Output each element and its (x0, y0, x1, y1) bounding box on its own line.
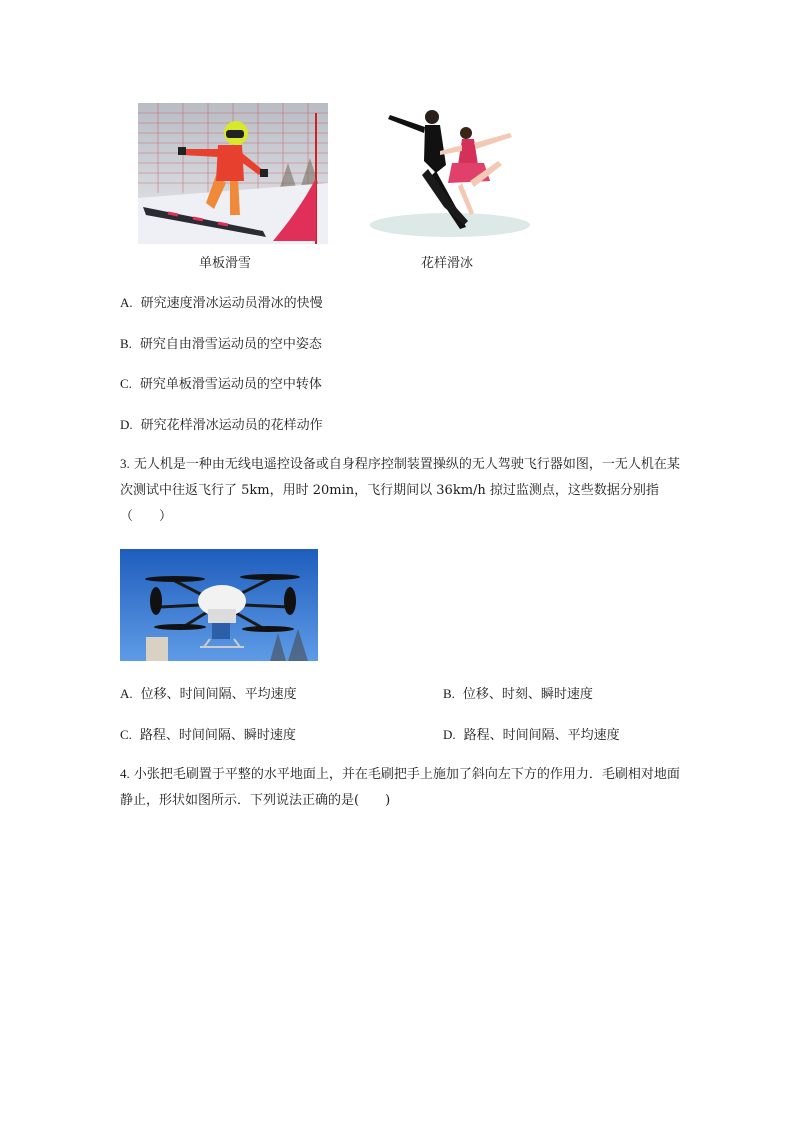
snowboard-photo (138, 103, 328, 244)
option-text: 路程、时间间隔、瞬时速度 (139, 728, 296, 743)
option-letter: C. (120, 376, 132, 391)
q2-option-d (120, 414, 323, 433)
q3-option-b (443, 683, 593, 702)
q2-option-b (120, 333, 322, 352)
q3-option-c (120, 724, 296, 743)
q3-option-a (120, 683, 297, 702)
question-text: 无人机是一种由无线电遥控设备或自身程序控制装置操纵的无人驾驶飞行器如图，一无人机在某次测试中往返飞行了 5km，用时 20min，飞行期间以 36km/h 掠过监测点，这些数据分别指（ ） (120, 457, 680, 524)
option-letter: B. (120, 336, 132, 351)
question-number: 3. (120, 456, 130, 471)
option-letter: D. (120, 417, 133, 432)
question-text: 小张把毛刷置于平整的水平地面上，并在毛刷把手上施加了斜向左下方的作用力．毛刷相对地面静止，形状如图所示．下列说法正确的是( ) (120, 767, 680, 808)
option-letter: D. (443, 727, 456, 742)
figure-caption-figure-skating: 花样滑冰 (421, 256, 474, 271)
option-text: 研究速度滑冰运动员滑冰的快慢 (140, 296, 323, 311)
figure-skating-photo (370, 103, 530, 239)
q3-option-d (443, 724, 620, 743)
option-letter: A. (120, 686, 133, 701)
option-text: 研究单板滑雪运动员的空中转体 (139, 377, 322, 392)
question-number: 4. (120, 766, 130, 781)
question-4 (120, 761, 680, 814)
option-text: 位移、时间间隔、平均速度 (140, 687, 297, 702)
option-letter: A. (120, 295, 133, 310)
q2-option-a (120, 292, 323, 311)
option-text: 研究花样滑冰运动员的花样动作 (140, 418, 323, 433)
question-3 (120, 451, 680, 530)
drone-photo (120, 549, 318, 661)
q2-option-c (120, 373, 322, 392)
option-text: 研究自由滑雪运动员的空中姿态 (139, 337, 322, 352)
option-text: 位移、时刻、瞬时速度 (462, 687, 593, 702)
option-letter: C. (120, 727, 132, 742)
option-letter: B. (443, 686, 455, 701)
option-text: 路程、时间间隔、平均速度 (463, 728, 620, 743)
figure-caption-snowboard: 单板滑雪 (199, 256, 252, 271)
